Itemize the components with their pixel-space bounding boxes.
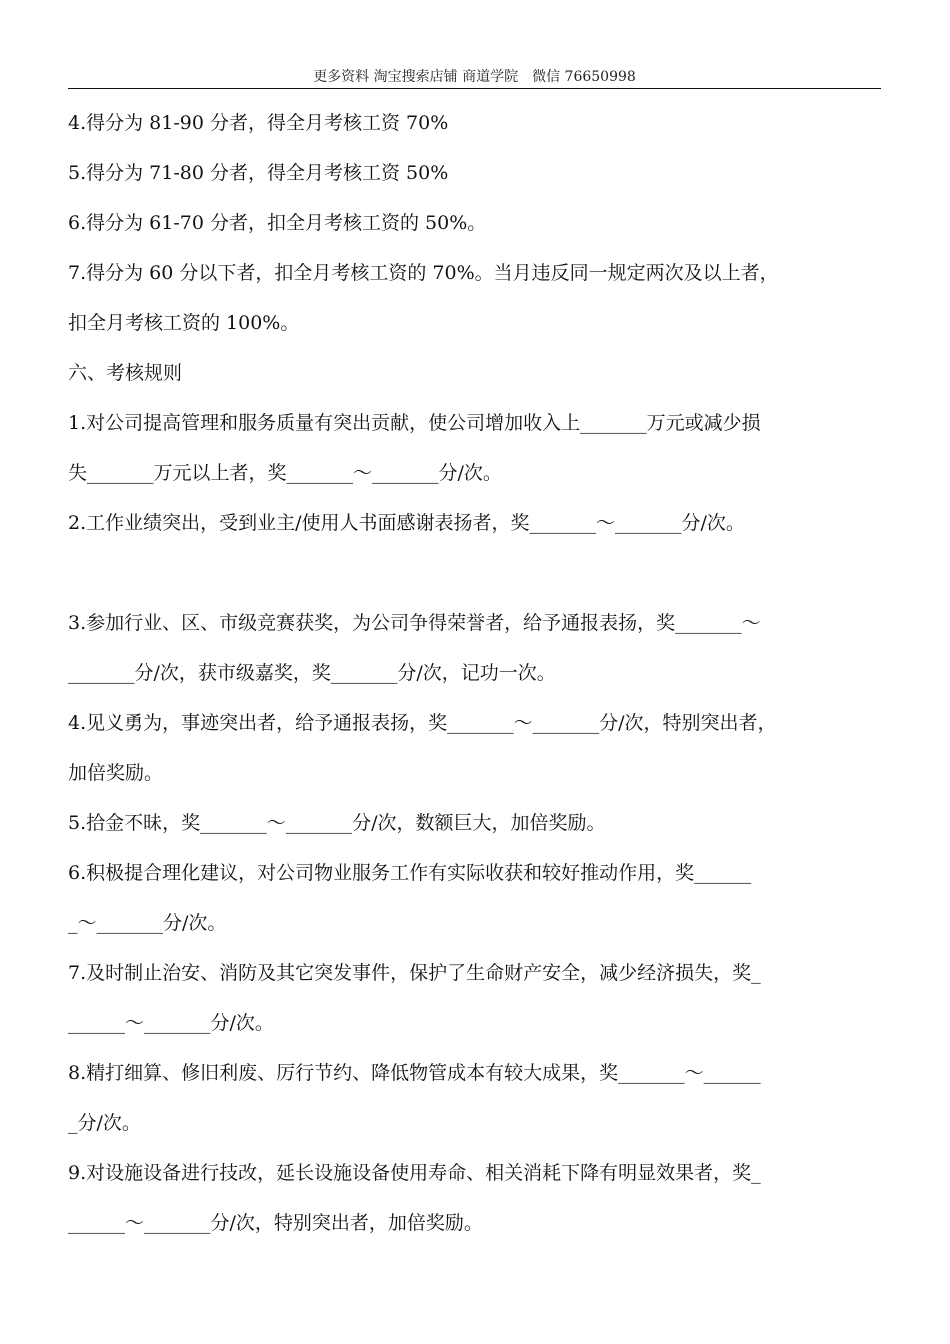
document-body [68, 98, 888, 1248]
text-line: 7.得分为 60 分以下者，扣全月考核工资的 70%。当月违反同一规定两次及以上者， [68, 262, 779, 284]
text-line: _______分/次，获市级嘉奖，奖_______分/次，记功一次。 [68, 662, 556, 684]
text-line: _～_______分/次。 [68, 912, 227, 934]
text-line: 8.精打细算、修旧利废、厉行节约、降低物管成本有较大成果，奖_______～______ [68, 1062, 761, 1084]
text-line: ______～_______分/次，特别突出者，加倍奖励。 [68, 1212, 483, 1234]
section-heading: 六、考核规则 [68, 362, 183, 384]
text-line: 6.积极提合理化建议，对公司物业服务工作有实际收获和较好推动作用，奖______ [68, 862, 752, 884]
text-line: 3.参加行业、区、市级竞赛获奖，为公司争得荣誉者，给予通报表扬，奖_______～ [68, 612, 761, 634]
text-line: 5.拾金不昧，奖_______～_______分/次，数额巨大，加倍奖励。 [68, 812, 606, 834]
text-line: 加倍奖励。 [68, 762, 164, 784]
text-line: 2.工作业绩突出，受到业主/使用人书面感谢表扬者，奖_______～_______分/次。 [68, 512, 745, 534]
page-header: 更多资料 淘宝搜索店铺 商道学院 微信 76650998 [313, 69, 636, 85]
text-line: 4.得分为 81-90 分者，得全月考核工资 70% [68, 112, 449, 134]
text-line: 7.及时制止治安、消防及其它突发事件，保护了生命财产安全，减少经济损失，奖_ [68, 962, 761, 984]
text-line: _分/次。 [68, 1112, 141, 1134]
text-line: 1.对公司提高管理和服务质量有突出贡献，使公司增加收入上_______万元或减少损 [68, 412, 761, 434]
blank-line [68, 548, 888, 598]
text-line: 4.见义勇为，事迹突出者，给予通报表扬，奖_______～_______分/次，特别突出者， [68, 712, 777, 734]
header-divider [68, 88, 881, 89]
text-line: 失_______万元以上者，奖_______～_______分/次。 [68, 462, 502, 484]
text-line: 扣全月考核工资的 100%。 [68, 312, 300, 334]
text-line: 6.得分为 61-70 分者，扣全月考核工资的 50%。 [68, 212, 487, 234]
text-line: 9.对设施设备进行技改，延长设施设备使用寿命、相关消耗下降有明显效果者，奖_ [68, 1162, 761, 1184]
text-line: 5.得分为 71-80 分者，得全月考核工资 50% [68, 162, 449, 184]
text-line: ______～_______分/次。 [68, 1012, 274, 1034]
